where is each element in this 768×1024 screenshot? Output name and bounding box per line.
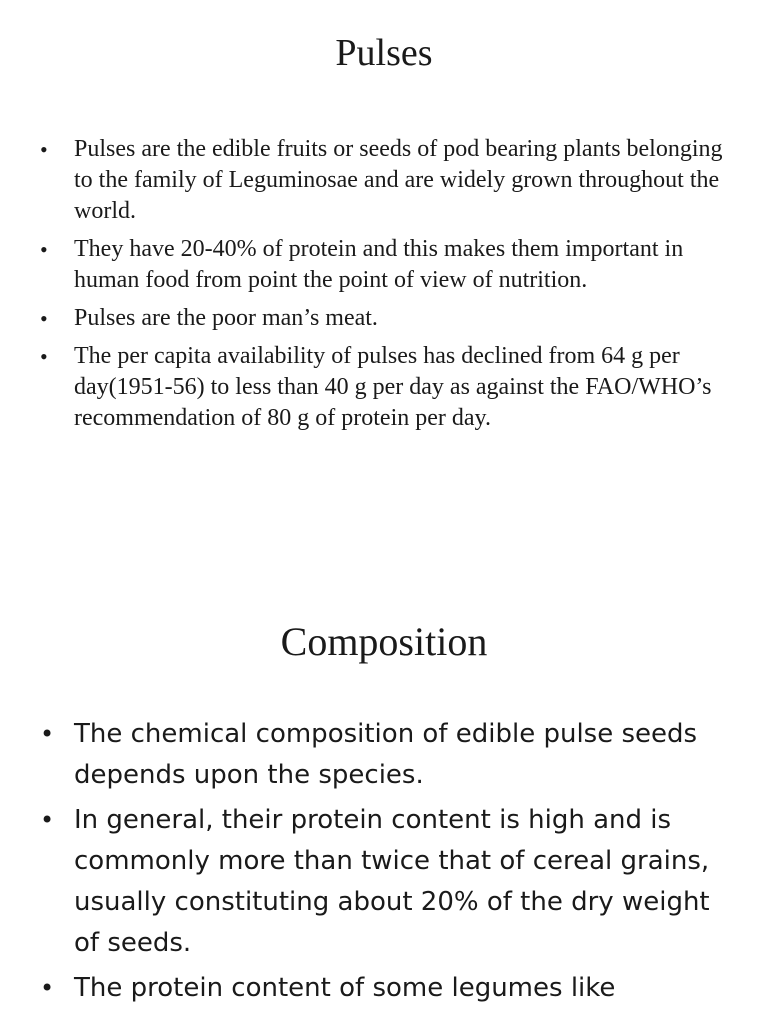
list-item xyxy=(40,341,730,434)
list-item xyxy=(40,234,730,296)
list-item xyxy=(40,714,740,796)
bullet-text: Pulses are the poor man’s meat. xyxy=(74,305,378,331)
bullet-icon: • xyxy=(40,720,55,748)
bullet-list xyxy=(40,134,730,441)
bullet-icon: • xyxy=(40,806,55,834)
bullet-icon: • xyxy=(40,137,48,162)
list-item xyxy=(40,134,730,227)
list-item xyxy=(40,968,740,1009)
bullet-text: In general, their protein content is high and is commonly more than twice that of cereal grains, usually constituting about 20% of the dry weight of seeds. xyxy=(74,805,710,958)
bullet-icon: • xyxy=(40,237,48,262)
bullet-icon: • xyxy=(40,306,48,331)
bullet-text: They have 20-40% of protein and this makes them important in human food from point the point of view of nutrition. xyxy=(74,236,684,293)
list-item xyxy=(40,800,740,964)
bullet-text: The per capita availability of pulses has declined from 64 g per day(1951-56) to less than 40 g per day as against the FAO/WHO’s recommendation of 80 g of protein per day. xyxy=(74,343,712,431)
list-item xyxy=(40,303,730,334)
bullet-text: Pulses are the edible fruits or seeds of pod bearing plants belonging to the family of Leguminosae and are widely grown throughout the world. xyxy=(74,136,723,224)
slide-composition xyxy=(0,600,768,1024)
bullet-text: The protein content of some legumes like xyxy=(74,973,616,1003)
bullet-list xyxy=(40,714,740,1013)
slide-title: Pulses xyxy=(335,32,433,74)
bullet-text: The chemical composition of edible pulse seeds depends upon the species. xyxy=(74,719,698,790)
slide-title: Composition xyxy=(280,619,488,664)
bullet-icon: • xyxy=(40,974,55,1002)
bullet-icon: • xyxy=(40,344,48,369)
